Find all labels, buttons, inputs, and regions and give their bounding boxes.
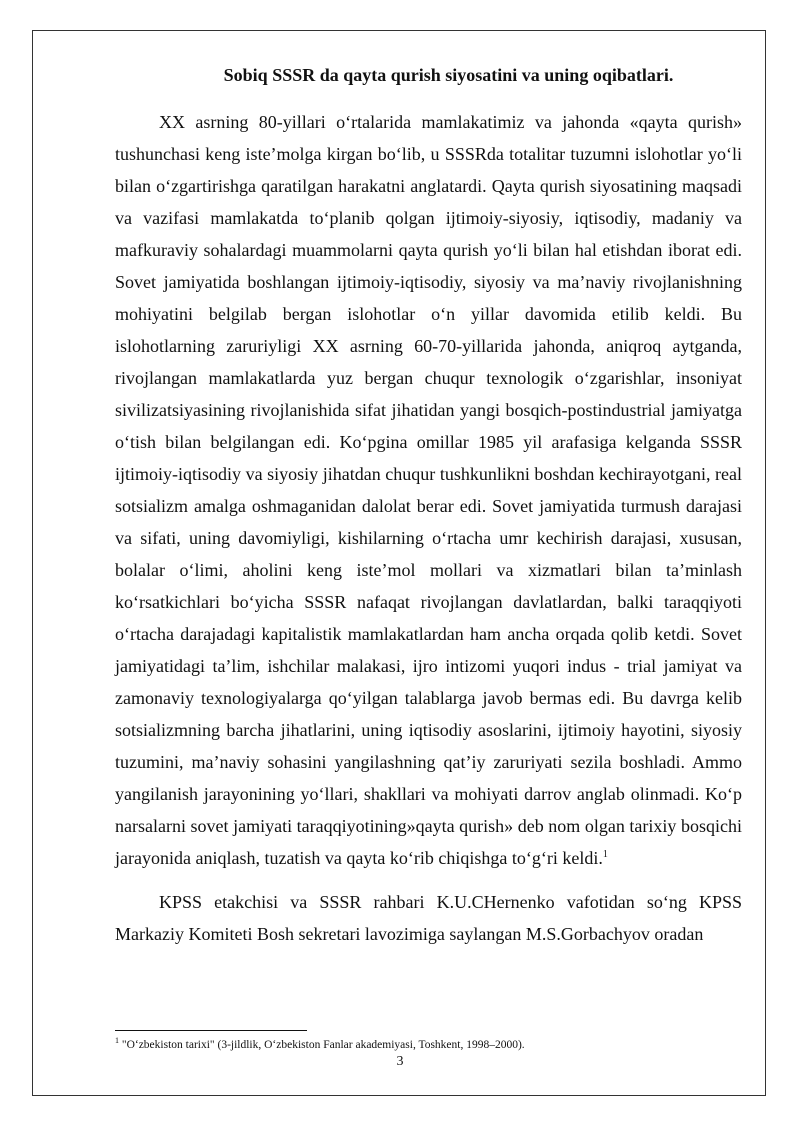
footnote <box>115 1038 742 1052</box>
document-title: Sobiq SSSR da qayta qurish siyosatini va uning oqibatlari. <box>223 65 674 85</box>
paragraph-2: KPSS etakchisi va SSSR rahbari K.U.CHernenko vafotidan soʻng KPSS Markaziy Komiteti Bosh sekretari lavozimiga saylangan M.S.Gorbachyov oradan <box>115 892 742 944</box>
footnote-separator <box>115 1030 307 1031</box>
footnote-reference[interactable]: 1 <box>602 849 608 860</box>
document-body <box>115 64 742 950</box>
footnote-number: 1 <box>115 1036 119 1046</box>
paragraph-1-text: XX asrning 80-yillari oʻrtalarida mamlakatimiz va jahonda «qayta qurish» tushunchasi keng isteʼmolga kirgan boʻlib, u SSSRda totalitar tuzumni islohotlar yoʻli bilan oʻzgartirishga qaratilgan harakatni anglatardi. Qayta qurish siyosatining maqsadi va vazifasi mamlakatda toʻplanib qolgan ijtimoiy-siyosiy, iqtisodiy, madaniy va mafkuraviy sohalardagi muammolarni qayta qurish yoʻli bilan hal etishdan iborat edi. Sovet jamiyatida boshlangan ijtimoiy-iqtisodiy, siyosiy va maʼnaviy rivojlanishning mohiyatini belgilab bergan islohotlar oʻn yillar davomida etilib keldi. Bu islohotlarning zaruriyligi XX asrning 60-70-yillarida jahonda, aniqroq aytganda, rivojlangan mamlakatlarda yuz bergan chuqur texnologik oʻzgarishlar, insoniyat sivilizatsiyasining rivojlanishida sifat jihatidan yangi bosqich-postindustrial jamiyatga oʻtish bilan belgilangan edi. Koʻpgina omillar 1985 yil arafasiga kelganda SSSR ijtimoiy-iqtisodiy va siyosiy jihatdan chuqur tushkunlikni boshdan kechirayotgani, real sotsializm amalga oshmaganidan dalolat berar edi. Sovet jamiyatida turmush darajasi va sifati, uning davomiyligi, kishilarning oʻrtacha umr kechirish darajasi, xususan, bolalar oʻlimi, aholini keng isteʼmol mollari va xizmatlari bilan taʼminlash koʻrsatkichlari boʻyicha SSSR nafaqat rivojlangan davlatlardan, balki taraqqiyoti oʻrtacha darajadagi kapitalistik mamlakatlardan ham ancha orqada qolib ketdi. Sovet jamiyatidagi taʼlim, ishchilar malakasi, ijro intizomi yuqori indus - trial jamiyat va zamonaviy texnologiyalarga qoʻyilgan talablarga javob bermas edi. Bu davrga kelib sotsializmning barcha jihatlarini, uning iqtisodiy asoslarini, ijtimoiy hayotini, siyosiy tuzumini, maʼnaviy sohasini yangilashning qatʼiy zaruriyati sezila boshladi. Ammo yangilanish jarayonining yoʻllari, shakllari va mohiyati darrov anglab olinmadi. Koʻp narsalarni sovet jamiyati taraqqiyotining»qayta qurish» deb nom olgan tarixiy bosqichi jarayonida aniqlash, tuzatish va qayta koʻrib chiqishga toʻgʻri keldi. <box>115 112 742 868</box>
page-number: 3 <box>396 1054 404 1069</box>
footnote-text: "Oʻzbekiston tarixi" (3-jildlik, Oʻzbekiston Fanlar akademiyasi, Toshkent, 1998–2000). <box>119 1039 525 1051</box>
paragraph-1 <box>115 106 742 874</box>
